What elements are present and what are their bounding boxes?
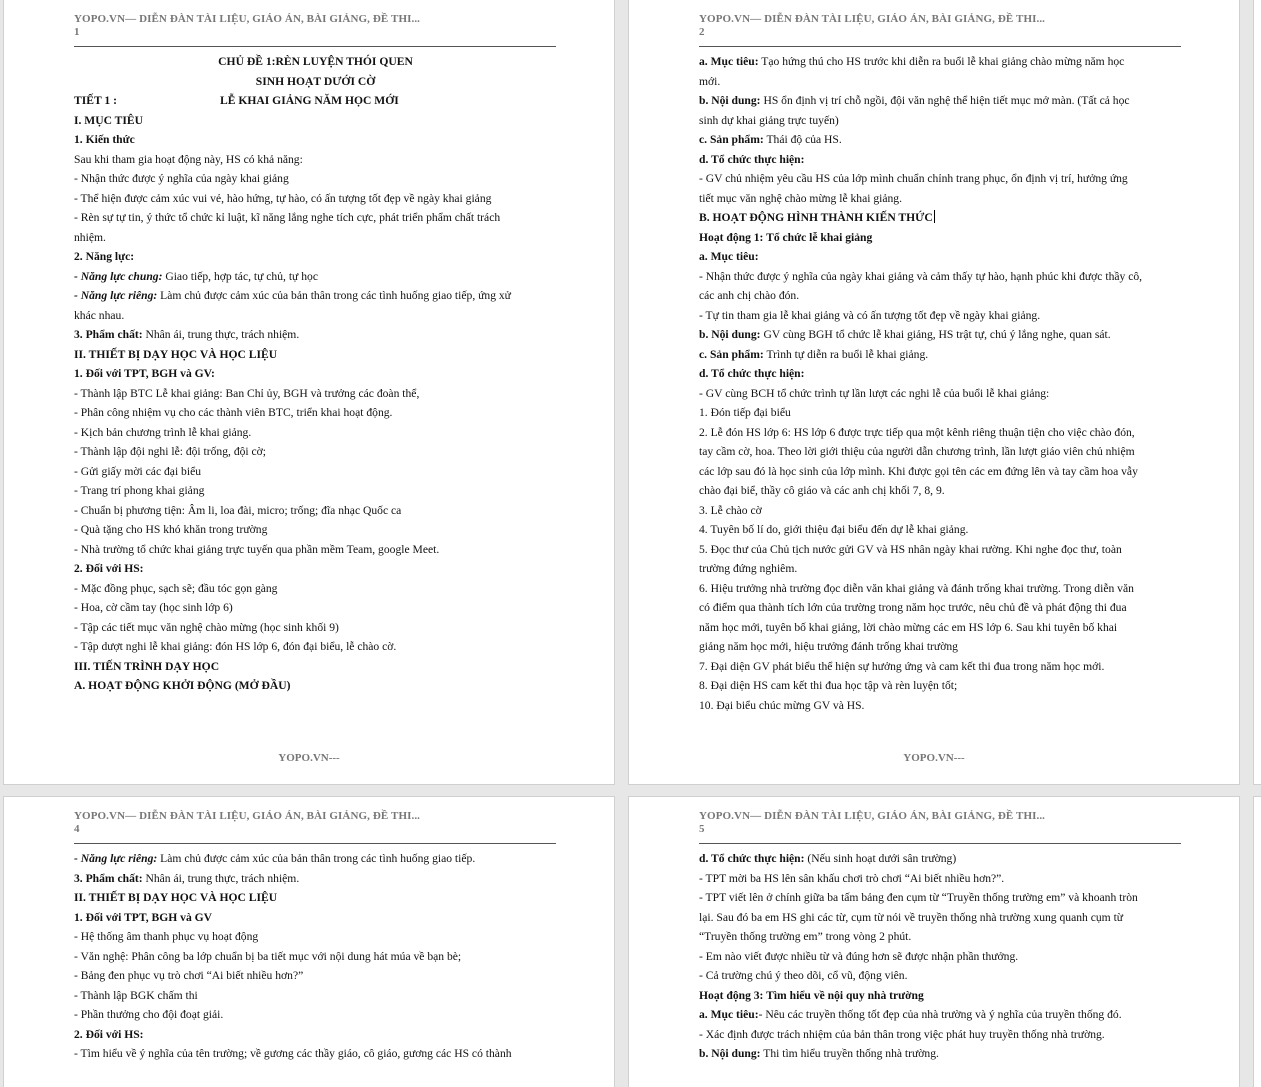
line-text: Trình tự diễn ra buổi lễ khai giảng.	[763, 347, 929, 361]
text-line: - Hệ thống âm thanh phục vụ hoạt động	[74, 930, 259, 943]
page-footer: YOPO.VN---	[903, 752, 965, 764]
text-line: - Chuẩn bị phương tiện: Âm li, loa đài, micro; trống; đĩa nhạc Quốc ca	[74, 503, 402, 517]
text-line: - Phân công nhiệm vụ cho các thành viên BTC, triển khai hoạt động.	[74, 406, 393, 419]
text-line: d. Tổ chức thực hiện:	[699, 367, 805, 380]
next-page-edge	[1254, 797, 1261, 1087]
page-body	[699, 52, 1182, 715]
text-line: - Tập các tiết mục văn nghệ chào mừng (học sinh khối 9)	[74, 620, 339, 634]
text-line	[74, 267, 557, 287]
line-lead: - Năng lực chung:	[74, 269, 163, 283]
line-text: GV cùng BGH tổ chức lễ khai giảng, HS trật tự, chú ý lắng nghe, quan sát.	[760, 328, 1111, 341]
text-line: Sau khi tham gia hoạt động này, HS có khả năng:	[74, 152, 303, 166]
text-line	[699, 130, 1182, 150]
text-line: 7. Đại diện GV phát biểu thể hiện sự hưởng ứng và cam kết thi đua trong năm học mới.	[699, 659, 1105, 673]
text-line: 1. Đối với TPT, BGH và GV	[74, 910, 213, 924]
text-line: II. THIẾT BỊ DẠY HỌC VÀ HỌC LIỆU	[74, 347, 278, 361]
text-line: - Nhà trường tổ chức khai giảng trực tuyến qua phần mềm Team, google Meet.	[74, 542, 440, 556]
text-line: 1. Đón tiếp đại biểu	[699, 406, 791, 419]
line-text: - Nêu các truyền thống tốt đẹp của nhà trường và ý nghĩa của truyền thống đó.	[758, 1008, 1122, 1021]
text-line: “Truyền thống trường em” trong vòng 2 phút.	[699, 930, 912, 943]
text-lines	[74, 111, 557, 696]
topic-title-line1: CHỦ ĐỀ 1:RÈN LUYỆN THÓI QUEN	[218, 55, 413, 68]
line-text: Thái độ của HS.	[763, 133, 842, 146]
line-lead: 3. Phẩm chất:	[74, 328, 143, 341]
text-line: trường đứng nghiêm.	[699, 562, 798, 575]
text-line: 4. Tuyên bố lí do, giới thiệu đại biểu đến dự lễ khai giảng.	[699, 523, 969, 536]
page-header	[699, 13, 1181, 47]
text-line	[74, 286, 557, 306]
page-header	[74, 13, 556, 47]
text-line: tay cầm cờ, hoa. Theo lời giới thiệu của người dẫn chương trình, lần lượt giáo viên chủ nhiệm	[699, 445, 1135, 458]
text-line: d. Tổ chức thực hiện:	[699, 152, 805, 166]
line-lead: b. Nội dung:	[699, 328, 761, 341]
page-number: 2	[699, 26, 705, 38]
text-line: - TPT mời ba HS lên sân khấu chơi trò chơi “Ai biết nhiều hơn?”.	[699, 871, 1005, 885]
text-line: - Em nào viết được nhiều từ và đúng hơn sẽ được nhận phần thưởng.	[699, 949, 1019, 963]
line-lead: c. Sản phẩm:	[699, 133, 764, 146]
text-line: III. TIẾN TRÌNH DẠY HỌC	[74, 659, 220, 673]
header-title: YOPO.VN— DIỄN ĐÀN TÀI LIỆU, GIÁO ÁN, BÀI GIẢNG, ĐỀ THI...	[699, 13, 1046, 25]
text-line: có điểm qua thành tích lớn của trường trong năm học trước, nêu chủ đề và phát động thi đua	[699, 601, 1127, 614]
text-line: I. MỤC TIÊU	[74, 113, 144, 127]
line-lead: c. Sản phẩm:	[699, 347, 764, 361]
line-text: Làm chủ được cảm xúc của bản thân trong các tình huống giao tiếp, ứng xử	[157, 289, 511, 302]
document-page-5	[629, 797, 1239, 1087]
text-line: - Hoa, cờ cầm tay (học sinh lớp 6)	[74, 601, 233, 614]
text-line: khác nhau.	[74, 308, 125, 322]
document-page-1	[4, 0, 614, 784]
text-line: - Phần thưởng cho đội đoạt giải.	[74, 1008, 224, 1021]
text-line	[699, 52, 1182, 72]
text-line: a. Mục tiêu:	[699, 250, 759, 263]
text-line: 5. Đọc thư của Chủ tịch nước gửi GV và HS nhân ngày khai rường. Khi nghe đọc thư, toàn	[699, 542, 1122, 556]
text-line: - Thể hiện được cảm xúc vui vẻ, hào hứng, tự hào, có ấn tượng tốt đẹp về ngày khai giảng	[74, 191, 492, 205]
text-line	[699, 325, 1182, 345]
text-line: sinh dự khai giảng trực tuyến)	[699, 113, 839, 127]
text-line: tiết mục văn nghệ chào mừng lễ khai giảng.	[699, 191, 902, 205]
text-line: - Tập dượt nghi lễ khai giảng: đón HS lớp 6, đón đại biểu, lễ chào cờ.	[74, 640, 397, 653]
line-lead: - Năng lực riêng:	[74, 289, 158, 302]
text-line: - GV cùng BCH tổ chức trình tự lần lượt các nghi lễ của buổi lễ khai giảng:	[699, 386, 1050, 400]
text-line: lại. Sau đó ba em HS ghi các từ, cụm từ nói về truyền thống nhà trường xung quanh cụm từ	[699, 910, 1124, 924]
text-line: 2. Năng lực:	[74, 250, 135, 263]
line-lead: d. Tổ chức thực hiện:	[699, 852, 805, 865]
line-text: HS ổn định vị trí chỗ ngồi, đội văn nghệ thể hiện tiết mục mở màn. (Tất cả học	[760, 94, 1130, 107]
page-number: 5	[699, 823, 705, 835]
page-header	[699, 810, 1181, 844]
text-line: 3. Lễ chào cờ	[699, 503, 762, 517]
text-lines	[699, 849, 1182, 1064]
page-number: 4	[74, 823, 80, 835]
next-page-edge	[1254, 0, 1261, 784]
line-text: Nhân ái, trung thực, trách nhiệm.	[142, 871, 300, 885]
text-lines	[74, 849, 557, 1064]
text-line: - TPT viết lên ở chính giữa ba tấm bảng đen cụm từ “Truyền thống trường em” và khoanh tròn	[699, 891, 1138, 904]
line-lead: b. Nội dung:	[699, 94, 761, 107]
text-line	[74, 869, 557, 889]
text-line	[699, 1044, 1182, 1064]
text-line: các lớp sau đó là học sinh của lớp mình. Khi được gọi tên các em đứng lên và tay cầm hoa vẫy	[699, 464, 1138, 478]
text-line: 2. Đối với HS:	[74, 562, 144, 575]
line-text: Làm chủ được cảm xúc của bản thân trong các tình huống giao tiếp.	[157, 852, 476, 865]
text-line: - Thành lập BGK chấm thi	[74, 988, 198, 1002]
page-body	[74, 849, 557, 1064]
text-line: 10. Đại biểu chúc mừng GV và HS.	[699, 698, 865, 712]
text-line: nhiệm.	[74, 230, 106, 244]
text-line: năm học mới, tuyên bố khai giảng, lời chào mừng các em HS lớp 6. Sau khi tuyên bố khai	[699, 620, 1118, 634]
line-text: (Nếu sinh hoạt dưới sân trường)	[804, 852, 957, 865]
line-text: Giao tiếp, hợp tác, tự chủ, tự học	[162, 269, 318, 283]
text-line: - Bảng đen phục vụ trò chơi “Ai biết nhiều hơn?”	[74, 969, 304, 982]
text-line	[699, 345, 1182, 365]
text-line: - Văn nghệ: Phân công ba lớp chuẩn bị ba tiết mục với nội dung hát múa về bạn bè;	[74, 949, 462, 963]
page-body	[699, 849, 1182, 1064]
topic-title-line2: SINH HOẠT DƯỚI CỜ	[255, 74, 376, 88]
text-line: 2. Đối với HS:	[74, 1027, 144, 1041]
text-line: 1. Đối với TPT, BGH và GV:	[74, 367, 215, 380]
text-cursor	[934, 210, 935, 223]
text-lines	[699, 52, 1182, 715]
text-line: mới.	[699, 74, 721, 88]
text-line	[74, 325, 557, 345]
text-line: - Nhận thức được ý nghĩa của ngày khai giảng và cảm thấy tự hào, hạnh phúc khi được thầy cô,	[699, 269, 1143, 283]
line-lead: 3. Phẩm chất:	[74, 871, 143, 885]
line-text: Thi tìm hiểu truyền thống nhà trường.	[760, 1047, 939, 1060]
text-line: A. HOẠT ĐỘNG KHỞI ĐỘNG (MỞ ĐẦU)	[74, 679, 291, 692]
text-line: - Thành lập BTC Lễ khai giảng: Ban Chỉ ủy, BGH và trưởng các đoàn thể,	[74, 386, 420, 400]
text-line: - Nhận thức được ý nghĩa của ngày khai giảng	[74, 172, 289, 185]
text-line: Hoạt động 3: Tìm hiểu về nội quy nhà trường	[699, 988, 924, 1002]
line-lead: - Năng lực riêng:	[74, 852, 158, 865]
text-line: - Kịch bản chương trình lễ khai giảng.	[74, 425, 252, 439]
text-line: chào đại biể, thầy cô giáo và các anh chị khối 7, 8, 9.	[699, 484, 945, 497]
text-line: 6. Hiệu trưởng nhà trường đọc diễn văn khai giảng và đánh trống khai trường. Trong diễn văn	[699, 581, 1134, 595]
text-line: Hoạt động 1: Tổ chức lễ khai giảng	[699, 230, 873, 244]
text-line: - Quà tặng cho HS khó khăn trong trường	[74, 523, 268, 536]
text-line: 1. Kiến thức	[74, 133, 135, 146]
text-line: - Tự tin tham gia lễ khai giảng và có ấn tượng tốt đẹp về ngày khai giảng.	[699, 308, 1041, 322]
header-title: YOPO.VN— DIỄN ĐÀN TÀI LIỆU, GIÁO ÁN, BÀI GIẢNG, ĐỀ THI...	[74, 810, 421, 822]
line-text: Nhân ái, trung thực, trách nhiệm.	[142, 328, 300, 341]
text-line: - Xác định được trách nhiệm của bản thân trong việc phát huy truyền thống nhà trường.	[699, 1027, 1105, 1041]
page-body	[74, 52, 557, 696]
text-line: - GV chủ nhiệm yêu cầu HS của lớp mình chuẩn chỉnh trang phục, ổn định vị trí, hưởng ứng	[699, 172, 1128, 185]
page-header	[74, 810, 556, 844]
text-line	[74, 849, 557, 869]
line-text: Tạo hứng thú cho HS trước khi diễn ra buổi lễ khai giảng chào mừng năm học	[758, 55, 1125, 68]
text-line: - Tìm hiểu về ý nghĩa của tên trường; về gương các thầy giáo, cô giáo, gương các HS có thành	[74, 1047, 512, 1060]
document-page-2	[629, 0, 1239, 784]
text-line: giảng năm học mới, hiệu trưởng đánh trống khai trường	[699, 640, 958, 653]
text-line: - Cả trường chú ý theo dõi, cổ vũ, động viên.	[699, 969, 908, 982]
text-line: - Rèn sự tự tin, ý thức tổ chức kỉ luật, kĩ năng lắng nghe tích cực, phát triển phẩm chất trách	[74, 211, 501, 224]
text-line: B. HOẠT ĐỘNG HÌNH THÀNH KIẾN THỨC	[699, 211, 933, 224]
text-line: 8. Đại diện HS cam kết thi đua học tập và rèn luyện tốt;	[699, 679, 958, 692]
text-line: - Gửi giấy mời các đại biểu	[74, 464, 202, 478]
text-line: 2. Lễ đón HS lớp 6: HS lớp 6 được trực tiếp qua một kênh riêng thuận tiện cho việc chào đón,	[699, 425, 1135, 439]
text-line	[699, 849, 1182, 869]
text-line: - Trang trí phong khai giảng	[74, 484, 205, 497]
text-line: - Mặc đồng phục, sạch sẽ; đầu tóc gọn gàng	[74, 581, 278, 595]
document-page-4	[4, 797, 614, 1087]
lesson-title: LỄ KHAI GIẢNG NĂM HỌC MỚI	[220, 94, 399, 107]
header-title: YOPO.VN— DIỄN ĐÀN TÀI LIỆU, GIÁO ÁN, BÀI GIẢNG, ĐỀ THI...	[74, 13, 421, 25]
text-line: các anh chị chào đón.	[699, 289, 800, 302]
page-number: 1	[74, 26, 80, 38]
lesson-title-row	[74, 91, 557, 111]
text-line: II. THIẾT BỊ DẠY HỌC VÀ HỌC LIỆU	[74, 891, 278, 904]
lesson-label: TIẾT 1 :	[74, 94, 117, 107]
line-lead: b. Nội dung:	[699, 1047, 761, 1060]
text-line: - Thành lập đội nghi lễ: đội trống, đội cờ;	[74, 445, 267, 458]
page-footer: YOPO.VN---	[278, 752, 340, 764]
line-lead: a. Mục tiêu:	[699, 1008, 759, 1021]
line-lead: a. Mục tiêu:	[699, 55, 759, 68]
text-line	[699, 91, 1182, 111]
header-title: YOPO.VN— DIỄN ĐÀN TÀI LIỆU, GIÁO ÁN, BÀI GIẢNG, ĐỀ THI...	[699, 810, 1046, 822]
text-line	[699, 1005, 1182, 1025]
